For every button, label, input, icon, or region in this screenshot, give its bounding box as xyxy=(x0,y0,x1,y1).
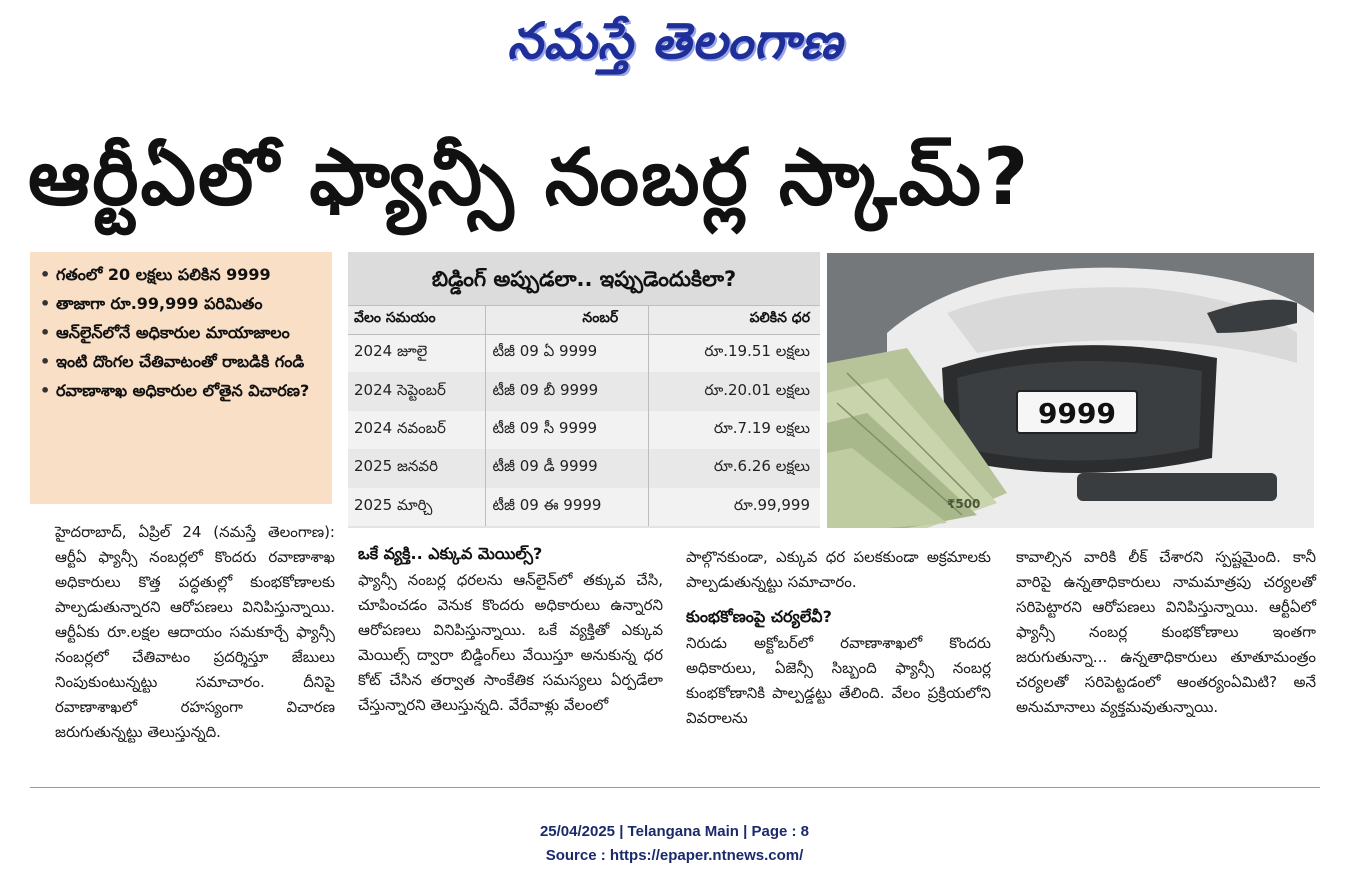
bullet-icon: • xyxy=(40,265,51,284)
headline: ఆర్టీఏలో ఫ్యాన్సీ నంబర్ల స్కామ్? xyxy=(28,133,1031,223)
subheading: కుంభకోణంపై చర్యలేవీ? xyxy=(686,607,832,626)
table-cell: 2024 జూలై xyxy=(348,334,486,372)
table-cell: రూ.19.51 లక్షలు xyxy=(649,334,820,372)
article-paragraph: నిరుడు అక్టోబర్‌లో రవాణాశాఖలో కొందరు అధికారులు, ఏజెన్సీ సిబ్బంది ఫ్యాన్సీ నంబర్ల కుంభకోణానికి పాల్పడ్డట్టు తేలింది. వేలం ప్రక్రియలోని వివరాలను xyxy=(686,634,991,727)
table-row xyxy=(348,449,820,487)
highlight-item xyxy=(38,376,324,405)
table-row xyxy=(348,372,820,410)
article-paragraph: కావాల్సిన వారికి లీక్ చేశారని స్పష్టమైంది. కానీ వారిపై ఉన్నతాధికారులు నామమాత్రపు చర్యలతో సరిపెట్టారని ఆరోపణలు వినిపిస్తున్నాయి. ఆర్టీఏలో ఫ్యాన్సీ నంబర్ల కుంభకోణాలు ఇంతగా జరుగుతున్నా... ఉన్నతాధికారులు తూతూమంత్రం చర్యలతో సరిపెట్టడంలో ఆంతర్యంఏమిటి? అనే అనుమానాలు వ్యక్తమవుతున్నాయి. xyxy=(1016,548,1316,716)
bidding-table xyxy=(348,306,820,526)
article-paragraph: ఫ్యాన్సీ నంబర్ల ధరలను ఆన్‌లైన్‌లో తక్కువ చేసి, చూపించడం వెనుక కొందరు అధికారులు ఉన్నారని ఆరోపణలు వినిపిస్తున్నాయి. ఒకే వ్యక్తితో ఎక్కువ మెయిల్స్ ద్వారా బిడ్డింగ్‌లు వేయిస్తూ అనుకున్న ధర కోట్ చేసిన తర్వాత సాంకేతిక సమస్యలు ఏర్పడేలా చేస్తున్నారని తెలుస్తున్నది. వేరేవాళ్లు వేలంలో xyxy=(358,571,663,714)
bullet-icon: • xyxy=(40,381,51,400)
highlight-text: ఆన్‌లైన్‌లోనే అధికారుల మాయాజాలం xyxy=(56,323,290,342)
table-cell: రూ.6.26 లక్షలు xyxy=(649,449,820,487)
table-cell: 2025 మార్చి xyxy=(348,488,486,526)
highlight-text: ఇంటి దొంగల చేతివాటంతో రాబడికి గండి xyxy=(56,352,305,371)
table-cell: టీజీ 09 బీ 9999 xyxy=(486,372,649,410)
article-column-1 xyxy=(55,520,335,745)
table-cell: 2025 జనవరి xyxy=(348,449,486,487)
car-photo xyxy=(827,253,1314,528)
table-cell: టీజీ 09 ఈ 9999 xyxy=(486,488,649,526)
table-cell: రూ.20.01 లక్షలు xyxy=(649,372,820,410)
newspaper-logo: నమస్తే తెలంగాణ xyxy=(507,11,843,70)
article-paragraph: పాల్గొనకుండా, ఎక్కువ ధర పలకకుండా అక్రమాలకు పాల్పడుతున్నట్టు సమాచారం. xyxy=(686,548,991,591)
table-header-row xyxy=(348,306,820,334)
table-row xyxy=(348,334,820,372)
license-plate xyxy=(1017,391,1137,433)
car-illustration xyxy=(827,253,1314,528)
bidding-table-box xyxy=(348,252,820,528)
source-link[interactable]: Source : https://epaper.ntnews.com/ xyxy=(545,847,804,864)
table-cell: రూ.99,999 xyxy=(649,488,820,526)
table-row xyxy=(348,411,820,449)
highlight-item xyxy=(38,289,324,318)
article-paragraph: హైదరాబాద్, ఏప్రిల్ 24 (నమస్తే తెలంగాణ): ఆర్టీఏ ఫ్యాన్సీ నంబర్లలో కొందరు రవాణాశాఖ అధికారులు కొత్త పద్ధతుల్లో కుంభకోణాలకు పాల్పడుతున్నారని ఆరోపణలు వినిపిస్తున్నాయి. ఆర్టీఏకు రూ.లక్షల ఆదాయం సమకూర్చే ఫ్యాన్సీ నంబర్లలో చేతివాటం ప్రదర్శిస్తూ జేబులు నింపుకుంటున్నట్టు సమాచారం. దీనిపై రవాణాశాఖలో రహస్యంగా విచారణ జరుగుతున్నట్టు తెలుస్తున్నది. xyxy=(55,523,335,741)
column-header: పలికిన ధర xyxy=(649,306,820,334)
article-column-2 xyxy=(358,540,663,718)
column-header: వేలం సమయం xyxy=(348,306,486,334)
highlight-text: గతంలో 20 లక్షలు పలికిన 9999 xyxy=(56,265,271,284)
bullet-icon: • xyxy=(40,294,51,313)
svg-text:₹500: ₹500 xyxy=(947,497,981,511)
footer xyxy=(0,820,1349,868)
highlights-box xyxy=(30,252,332,504)
table-cell: టీజీ 09 డీ 9999 xyxy=(486,449,649,487)
highlight-item xyxy=(38,347,324,376)
bullet-icon: • xyxy=(40,352,51,371)
divider xyxy=(30,787,1320,788)
masthead xyxy=(0,0,1349,95)
column-header: నంబర్ xyxy=(486,306,649,334)
table-cell: రూ.7.19 లక్షలు xyxy=(649,411,820,449)
subheading: ఒకే వ్యక్తి.. ఎక్కువ మెయిల్స్? xyxy=(358,544,543,563)
table-cell: 2024 సెప్టెంబర్ xyxy=(348,372,486,410)
edition-info: 25/04/2025 | Telangana Main | Page : 8 xyxy=(539,823,810,840)
highlight-text: రవాణాశాఖ అధికారుల లోతైన విచారణ? xyxy=(56,381,310,400)
table-cell: 2024 నవంబర్ xyxy=(348,411,486,449)
highlight-item xyxy=(38,318,324,347)
article-column-4 xyxy=(1016,545,1316,720)
article-column-3 xyxy=(686,545,991,731)
table-title: బిడ్డింగ్ అప్పుడలా.. ఇప్పుడెందుకిలా? xyxy=(348,252,820,306)
svg-text:9999: 9999 xyxy=(1038,397,1116,430)
highlight-item xyxy=(38,260,324,289)
highlight-text: తాజాగా రూ.99,999 పరిమితం xyxy=(56,294,263,313)
table-cell: టీజీ 09 సీ 9999 xyxy=(486,411,649,449)
table-row xyxy=(348,488,820,526)
bullet-icon: • xyxy=(40,323,51,342)
table-cell: టీజీ 09 ఏ 9999 xyxy=(486,334,649,372)
